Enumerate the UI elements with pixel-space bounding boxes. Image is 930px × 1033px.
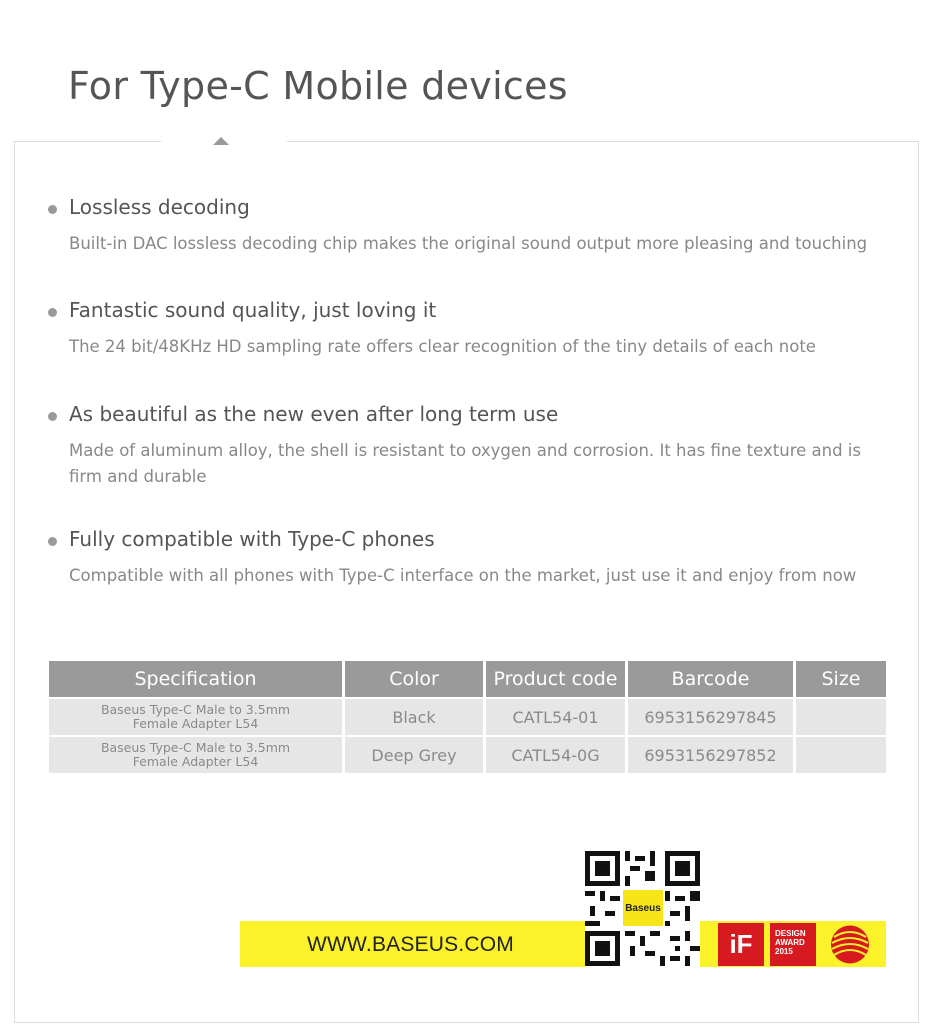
bullet-icon — [48, 537, 57, 546]
design-award-badge — [770, 923, 816, 966]
feature-heading: Fully compatible with Type-C phones — [69, 527, 435, 551]
feature-heading: As beautiful as the new even after long term use — [69, 402, 559, 426]
feature-description: Built-in DAC lossless decoding chip makes the original sound output more pleasing and touching — [69, 234, 868, 253]
bullet-icon — [48, 308, 57, 317]
cell-barcode: 6953156297845 — [628, 697, 796, 735]
feature-heading: Lossless decoding — [69, 195, 250, 219]
header-barcode: Barcode — [628, 661, 796, 697]
header-size: Size — [796, 661, 886, 697]
card-border-right — [287, 141, 919, 142]
table-header-row — [49, 661, 886, 697]
cell-specification — [49, 697, 345, 735]
bullet-icon — [48, 205, 57, 214]
feature-description: Made of aluminum alloy, the shell is resistant to oxygen and corrosion. It has fine texture and is firm and durable — [69, 441, 861, 486]
if-award-logo-icon: iF — [718, 923, 764, 966]
table-row — [49, 735, 886, 773]
baseus-logo-icon: Baseus — [621, 888, 665, 928]
page-title: For Type-C Mobile devices — [68, 64, 568, 108]
spec-line: Female Adapter L54 — [132, 754, 259, 769]
table-row — [49, 697, 886, 735]
spec-line: Female Adapter L54 — [132, 716, 259, 731]
feature-description: Compatible with all phones with Type-C interface on the market, just use it and enjoy from now — [69, 566, 857, 585]
cell-size — [796, 697, 886, 735]
spec-line: Baseus Type-C Male to 3.5mm — [100, 740, 291, 755]
feature-description: The 24 bit/48KHz HD sampling rate offers clear recognition of the tiny details of each note — [69, 337, 816, 356]
header-product-code: Product code — [486, 661, 628, 697]
spec-table — [49, 661, 886, 773]
cell-barcode: 6953156297852 — [628, 735, 796, 773]
website-link[interactable]: WWW.BASEUS.COM — [307, 933, 514, 956]
red-dot-award-icon — [828, 923, 872, 966]
award-text: DESIGN — [775, 929, 806, 938]
cell-color: Deep Grey — [345, 735, 486, 773]
cell-product-code: CATL54-0G — [486, 735, 628, 773]
cell-product-code: CATL54-01 — [486, 697, 628, 735]
cell-specification — [49, 735, 345, 773]
header-color: Color — [345, 661, 486, 697]
award-text: AWARD — [775, 938, 805, 947]
spec-line: Baseus Type-C Male to 3.5mm — [100, 702, 291, 717]
bullet-icon — [48, 412, 57, 421]
pointer-triangle-icon — [213, 137, 229, 145]
cell-color: Black — [345, 697, 486, 735]
award-text: 2015 — [775, 947, 793, 956]
card-border-left — [14, 141, 161, 142]
header-specification: Specification — [49, 661, 345, 697]
feature-heading: Fantastic sound quality, just loving it — [69, 298, 437, 322]
cell-size — [796, 735, 886, 773]
